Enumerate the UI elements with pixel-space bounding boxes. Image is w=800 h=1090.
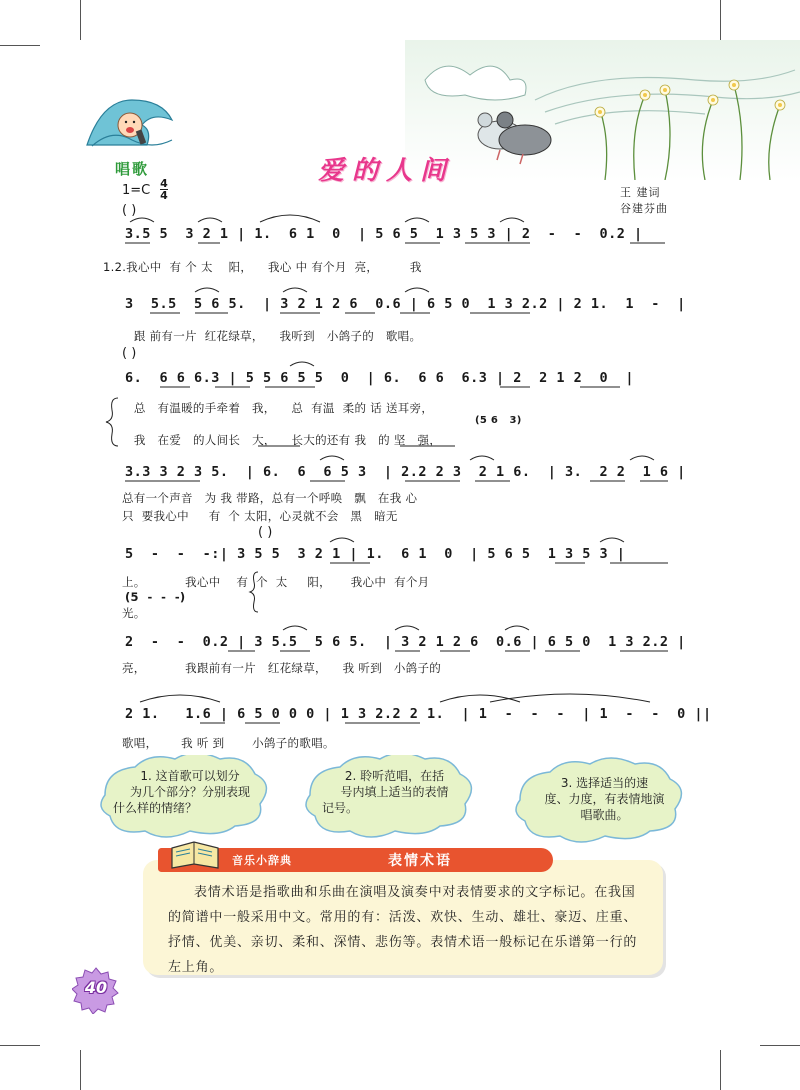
- alt-notes-3: (5 6 3): [475, 415, 522, 426]
- expression-blank: ( ): [122, 346, 137, 361]
- notation-row-2: 3 5.5 5 6 5. | 3 2 1 2 6 0.6 | 6 5 0 1 3 2.2 | 2 1. 1 - |: [125, 296, 686, 312]
- song-title: 爱的人间: [318, 156, 455, 186]
- lyricist-credit: 王 建词: [620, 186, 661, 199]
- dictionary-title: 表情术语: [388, 853, 452, 869]
- question-1-line: 为几个部分？分别表现: [129, 785, 250, 799]
- question-1-line: 什么样的情绪？: [113, 801, 198, 815]
- notation-row-3: 6. 6 6 6.3 | 5 5 6 5 5 0 | 6. 6 6 6.3 | 2 2 1 2 0 |: [125, 370, 635, 386]
- lyrics-row-2: 跟 前有一片 红花绿草， 我听到 小鸽子的 歌唱。: [122, 329, 422, 343]
- notation-row-5: 5 - - -:| 3 5 5 3 2 1 | 1. 6 1 0 | 5 6 5 1 3 5 3 |: [125, 546, 626, 562]
- time-signature-bottom: 4: [160, 189, 168, 202]
- question-3-line: 度、力度，有表情地演: [544, 792, 665, 806]
- notation-row-7: 2 1. 1.6 | 6 5 0 0 0 | 1 3 2.2 2 1. | 1 - - - | 1 - - 0 ||: [125, 706, 712, 722]
- question-3-line: 3. 选择适当的速: [560, 776, 649, 790]
- lyrics-row-6: 亮， 我跟前有一片 红花绿草， 我 听到 小鸽子的: [122, 661, 442, 675]
- lyrics-row-3b: 我 在爱 的人间长 大， 长大的还有 我 的 坚 强，: [122, 433, 442, 447]
- lyrics-row-4a: 总有一个声音 为 我 带路，总有一个呼唤 飘 在我 心: [122, 491, 418, 505]
- page-number-badge: [72, 966, 120, 1014]
- dictionary-label: 音乐小辞典: [232, 854, 292, 867]
- notation-row-4: 3.3 3 2 3 5. | 6. 6 6 5 3 | 2.2 2 3 2 1 6. | 3. 2 2 1 6 |: [125, 464, 686, 480]
- question-2: [312, 768, 477, 816]
- question-3-line: 唱歌曲。: [580, 808, 629, 822]
- lyrics-row-3a: 总 有温暖的手牵着 我， 总 有温 柔的 话 送耳旁，: [122, 401, 434, 415]
- section-label: 唱歌: [115, 160, 150, 178]
- question-2-line: 2. 聆听范唱，在括: [344, 769, 445, 783]
- composer-credit: 谷建芬曲: [620, 202, 668, 215]
- question-1-line: 1. 这首歌可以划分: [140, 769, 240, 783]
- key-signature: 1=C: [122, 183, 151, 198]
- dictionary-body: 表情术语是指歌曲和乐曲在演唱及演奏中对表情要求的文字标记。在我国的简谱中一般采用中文。常用的有：活泼、欢快、生动、雄壮、豪迈、庄重、抒情、优美、亲切、柔和、深情、悲伤等。表情术语一般标记在乐谱第一行的左上角。: [168, 885, 638, 975]
- question-2-line: 号内填上适当的表情: [340, 785, 449, 799]
- question-3: [522, 775, 687, 823]
- question-1: [105, 768, 275, 816]
- expression-blank: ( ): [258, 525, 273, 540]
- page-number: 40: [84, 978, 108, 997]
- lyrics-row-1: 1.2.我心中 有 个 太 阳， 我心 中 有个月 亮， 我: [103, 260, 422, 274]
- lyrics-row-5b: 光。: [122, 606, 146, 620]
- notation-row-1: 3.5 5 3 2 1 | 1. 6 1 0 | 5 6 5 1 3 5 3 | 2 - - 0.2 |: [125, 226, 643, 242]
- lyrics-row-4b: 只 要我心中 有 个 太阳，心灵就不会 黑 暗无: [122, 509, 398, 523]
- expression-blank: ( ): [122, 203, 137, 218]
- lyrics-row-7: 歌唱， 我 听 到 小鸽子的歌唱。: [122, 736, 335, 750]
- time-signature-top: 4: [160, 177, 168, 190]
- alt-notes-5: (5 - - -): [125, 590, 186, 604]
- notation-row-6: 2 - - 0.2 | 3 5.5 5 6 5. | 3 2 1 2 6 0.6 | 6 5 0 1 3 2.2 |: [125, 634, 686, 650]
- book-icon: [170, 838, 222, 872]
- question-2-line: 记号。: [322, 801, 359, 815]
- lyrics-row-5a: 上。 我心中 有 个 太 阳， 我心中 有个月: [122, 575, 430, 589]
